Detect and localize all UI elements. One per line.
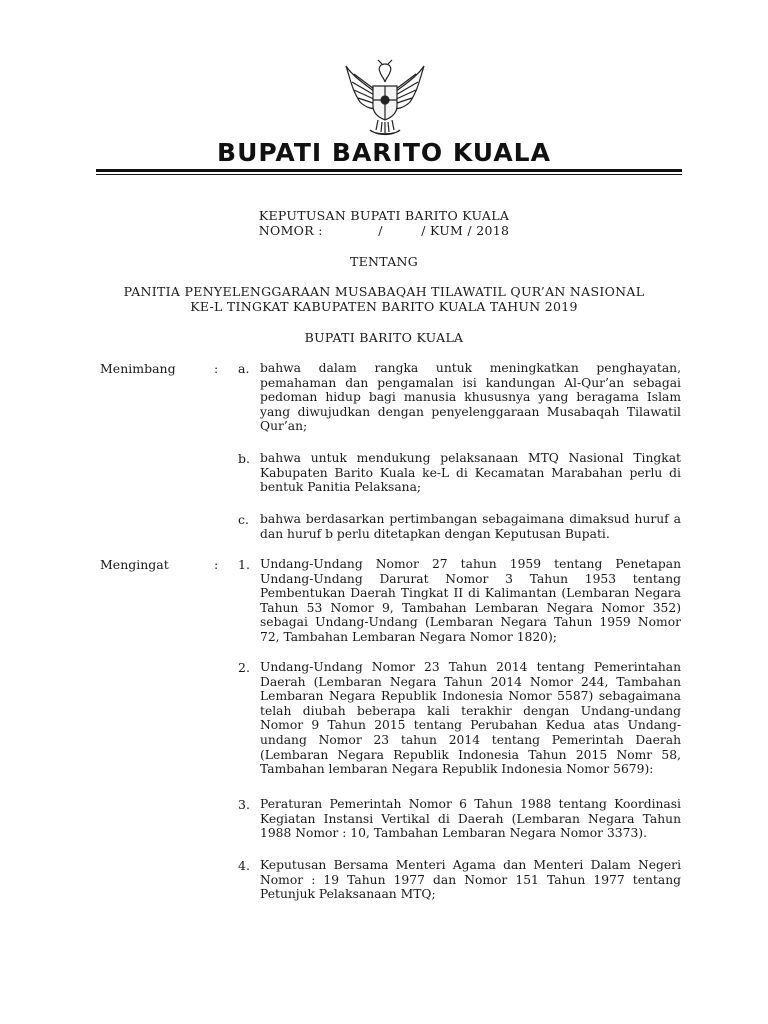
mengingat-label: Mengingat: [100, 557, 169, 572]
menimbang-colon: :: [214, 361, 219, 376]
mengingat-item-2-mark: 2.: [238, 660, 250, 675]
menimbang-item-b-text: bahwa untuk mendukung pelaksanaan MTQ Nasional Tingkat Kabupaten Barito Kuala ke-L di Kecamatan Marabahan perlu di bentuk Panitia Pelaksana;: [260, 451, 681, 495]
menimbang-item-c-text: bahwa berdasarkan pertimbangan sebagaimana dimaksud huruf a dan huruf b perlu ditetapkan dengan Keputusan Bupati.: [260, 512, 681, 541]
letterhead-title: BUPATI BARITO KUALA: [217, 138, 551, 167]
menimbang-item-c-mark: c.: [238, 512, 249, 527]
subject-line-1: PANITIA PENYELENGGARAAN MUSABAQAH TILAWATIL QUR’AN NASIONAL: [123, 284, 645, 299]
mengingat-colon: :: [214, 557, 219, 572]
mengingat-item-4-mark: 4.: [238, 858, 250, 873]
mengingat-item-3-text: Peraturan Pemerintah Nomor 6 Tahun 1988 tentang Koordinasi Kegiatan Instansi Vertikal di Daerah (Lembaran Negara Tahun 1988 Nomor : 10, Tambahan Lembaran Negara Nomor 3373).: [260, 797, 681, 841]
mengingat-item-2-text: Undang-Undang Nomor 23 Tahun 2014 tentang Pemerintahan Daerah (Lembaran Negara Tahun 2014 Nomor 244, Tambahan Lembaran Negara Republik Indonesia Nomor 5587) sebagaimana telah diubah beberapa kali terakhir dengan Undang-undang Nomor 9 Tahun 2015 tentang Perubahan Kedua atas Undang-undang Nomor 23 tahun 2014 tentang Pemerintah Daerah (Lembaran Negara Republik Indonesia Tahun 2015 Nomr 58, Tambahan lembaran Negara Republik Indonesia Nomor 5679):: [260, 660, 681, 777]
mengingat-item-3-mark: 3.: [238, 797, 250, 812]
letterhead-divider-thin: [96, 174, 682, 175]
decree-title: KEPUTUSAN BUPATI BARITO KUALA: [258, 208, 510, 223]
about-label: TENTANG: [349, 254, 419, 269]
decree-number: NOMOR : / / KUM / 2018: [258, 223, 510, 238]
menimbang-item-b-mark: b.: [238, 451, 250, 466]
mengingat-item-1-mark: 1.: [238, 557, 250, 572]
issuer-heading: BUPATI BARITO KUALA: [304, 330, 464, 345]
mengingat-item-1-text: Undang-Undang Nomor 27 tahun 1959 tentang Penetapan Undang-Undang Darurat Nomor 3 Tahun 1953 tentang Pembentukan Daerah Tingkat II di Kalimantan (Lembaran Negara Tahun 53 Nomor 9, Tambahan Lembaran Negara Nomor 352) sebagai Undang-Undang (Lembaran Negara Tahun 1959 Nomor 72, Tambahan Lembaran Negara Nomor 1820);: [260, 557, 681, 644]
menimbang-label: Menimbang: [100, 361, 176, 376]
mengingat-item-4-text: Keputusan Bersama Menteri Agama dan Menteri Dalam Negeri Nomor : 19 Tahun 1977 dan Nomor 151 Tahun 1977 tentang Petunjuk Pelaksanaan MTQ;: [260, 858, 681, 902]
subject-line-2: KE-L TINGKAT KABUPATEN BARITO KUALA TAHUN 2019: [190, 299, 578, 314]
letterhead-divider: [96, 169, 682, 172]
menimbang-item-a-text: bahwa dalam rangka untuk meningkatkan penghayatan, pemahaman dan pengamalan isi kandungan Al-Qur’an sebagai pedoman hidup bagi manusia khususnya yang beragama Islam yang diwujudkan dengan penyelenggaraan Musabaqah Tilawatil Qur’an;: [260, 361, 681, 434]
menimbang-item-a-mark: a.: [238, 361, 250, 376]
garuda-emblem-icon: [340, 56, 430, 140]
